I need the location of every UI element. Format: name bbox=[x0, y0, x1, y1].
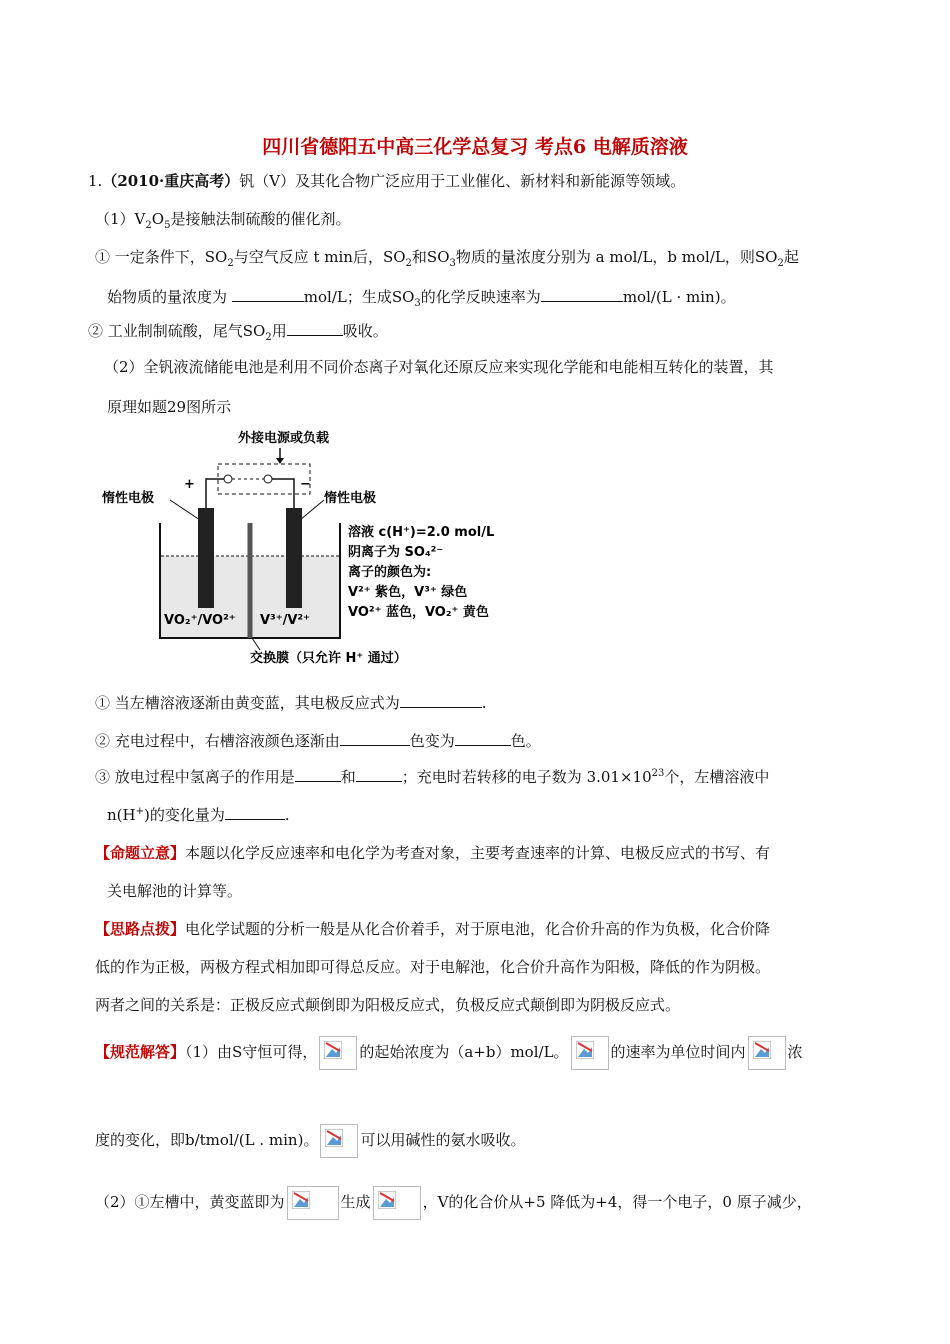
analysis-hint-line2: 低的作为正极，两极方程式相加即可得总反应。对于电解池，化合价升高作为阳极，降低的作为阴极。 bbox=[95, 958, 771, 976]
battery-diagram bbox=[100, 428, 510, 668]
broken-image-icon bbox=[320, 1124, 358, 1158]
q1-part1-line2: 始物质的量浓度为 mol/L；生成$SO_3$的化学反映速率为 mol/(L · min)。 bbox=[107, 288, 736, 309]
broken-image-icon bbox=[748, 1036, 786, 1070]
analysis-intent-line2: 关电解池的计算等。 bbox=[107, 882, 243, 900]
plus-sign: + bbox=[184, 477, 195, 492]
info-line-2: 阴离子为 SO₄²⁻ bbox=[348, 545, 444, 560]
q1-part2-q3-cont: n(H+)的变化量为 . bbox=[107, 806, 290, 824]
arrow-head bbox=[276, 458, 284, 464]
left-pointer bbox=[170, 500, 200, 520]
answer-blank[interactable] bbox=[287, 321, 343, 336]
left-solution-label: VO₂⁺/VO²⁺ bbox=[164, 613, 236, 628]
q1-part2-line2: 原理如题29图所示 bbox=[107, 398, 232, 416]
question-number: 1. bbox=[88, 172, 103, 190]
info-line-1: 溶液 c(H⁺)=2.0 mol/L bbox=[348, 525, 495, 540]
q1-part1-head: $(1)V_2O_5$是接触法制硫酸的催化剂。 bbox=[95, 210, 351, 231]
q1-line-intro bbox=[88, 170, 685, 192]
analysis-answer-line2: 度的变化，即b/tmol/(L . min)。 可以用碱性的氨水吸收。 bbox=[95, 1124, 525, 1158]
analysis-hint-line1: 【思路点拨】电化学试题的分析一般是从化合价着手，对于原电池，化合价升高的作为负极，化合价降 bbox=[95, 920, 771, 938]
q1-part2-q1: ① 当左槽溶液逐渐由黄变蓝，其电极反应式为 . bbox=[95, 694, 487, 712]
answer-blank[interactable] bbox=[232, 287, 304, 302]
broken-image-icon bbox=[287, 1186, 339, 1220]
diagram-top-label: 外接电源或负载 bbox=[238, 431, 330, 446]
analysis-intent-line1: 【命题立意】本题以化学反应速率和电化学为考查对象，主要考查速率的计算、电极反应式的书写、有 bbox=[95, 844, 771, 862]
page-title: 四川省德阳五中高三化学总复习 考点6 电解质溶液 bbox=[262, 136, 688, 158]
answer-blank[interactable] bbox=[225, 805, 285, 820]
q1-part1-line1: ① 一定条件下，$SO_2$与空气反应 t min后，$SO_2$和$SO_3$物质的量浓度分别为 a mol/L，b mol/L，则$SO_2$起 bbox=[95, 248, 799, 269]
tag-answer: 【规范解答】 bbox=[95, 1043, 186, 1061]
tag-intent: 【命题立意】 bbox=[95, 844, 186, 862]
minus-sign: − bbox=[300, 477, 311, 492]
answer-blank[interactable] bbox=[455, 731, 511, 746]
right-electrode bbox=[286, 508, 302, 608]
answer-blank[interactable] bbox=[400, 693, 482, 708]
broken-image-icon bbox=[571, 1036, 609, 1070]
analysis-answer-line1: 【规范解答】（1）由S守恒可得， 的起始浓度为（a+b）mol/L。 的速率为单位时间内 浓 bbox=[95, 1036, 803, 1070]
answer-blank[interactable] bbox=[541, 287, 623, 302]
analysis-hint-line3: 两者之间的关系是：正极反应式颠倒即为阳极反应式，负极反应式颠倒即为阴极反应式。 bbox=[95, 996, 681, 1014]
q1-part2-q2: ② 充电过程中，右槽溶液颜色逐渐由 色变为 色。 bbox=[95, 732, 541, 750]
right-pointer bbox=[300, 500, 324, 520]
info-line-5: VO²⁺ 蓝色，VO₂⁺ 黄色 bbox=[348, 605, 489, 620]
answer-blank[interactable] bbox=[340, 731, 410, 746]
q1-part2-q3: ③ 放电过程中氢离子的作用是 和 ；充电时若转移的电子数为 $3.01\times 10^{23}$个，左槽溶液中 bbox=[95, 768, 770, 786]
analysis-answer-line3: （2）①左槽中，黄变蓝即为 生成 ，V的化合价从+5 降低为+4，得一个电子，0 原子减少， bbox=[95, 1186, 812, 1220]
right-solution-label: V³⁺/V²⁺ bbox=[260, 613, 310, 628]
q1-part1-line3: ② 工业制制硫酸，尾气$SO_2$用 吸收。 bbox=[88, 322, 388, 343]
answer-blank[interactable] bbox=[295, 767, 341, 782]
info-line-3: 离子的颜色为: bbox=[348, 565, 432, 580]
broken-image-icon bbox=[373, 1186, 421, 1220]
info-line-4: V²⁺ 紫色，V³⁺ 绿色 bbox=[348, 585, 468, 600]
answer-blank[interactable] bbox=[356, 767, 402, 782]
left-electrode-label: 惰性电极 bbox=[102, 491, 155, 506]
tag-hint: 【思路点拨】 bbox=[95, 920, 186, 938]
q1-part2-line1: （2）全钒液流储能电池是利用不同价态离子对氧化还原反应来实现化学能和电能相互转化的装置，其 bbox=[104, 358, 774, 376]
broken-image-icon bbox=[319, 1036, 357, 1070]
left-electrode bbox=[198, 508, 214, 608]
question-intro: 钒（V）及其化合物广泛应用于工业催化、新材料和新能源等领域。 bbox=[239, 172, 686, 190]
question-source: （2010·重庆高考） bbox=[102, 172, 240, 190]
right-electrode-label: 惰性电极 bbox=[324, 491, 377, 506]
membrane-label: 交换膜（只允许 H⁺ 通过） bbox=[250, 651, 407, 666]
